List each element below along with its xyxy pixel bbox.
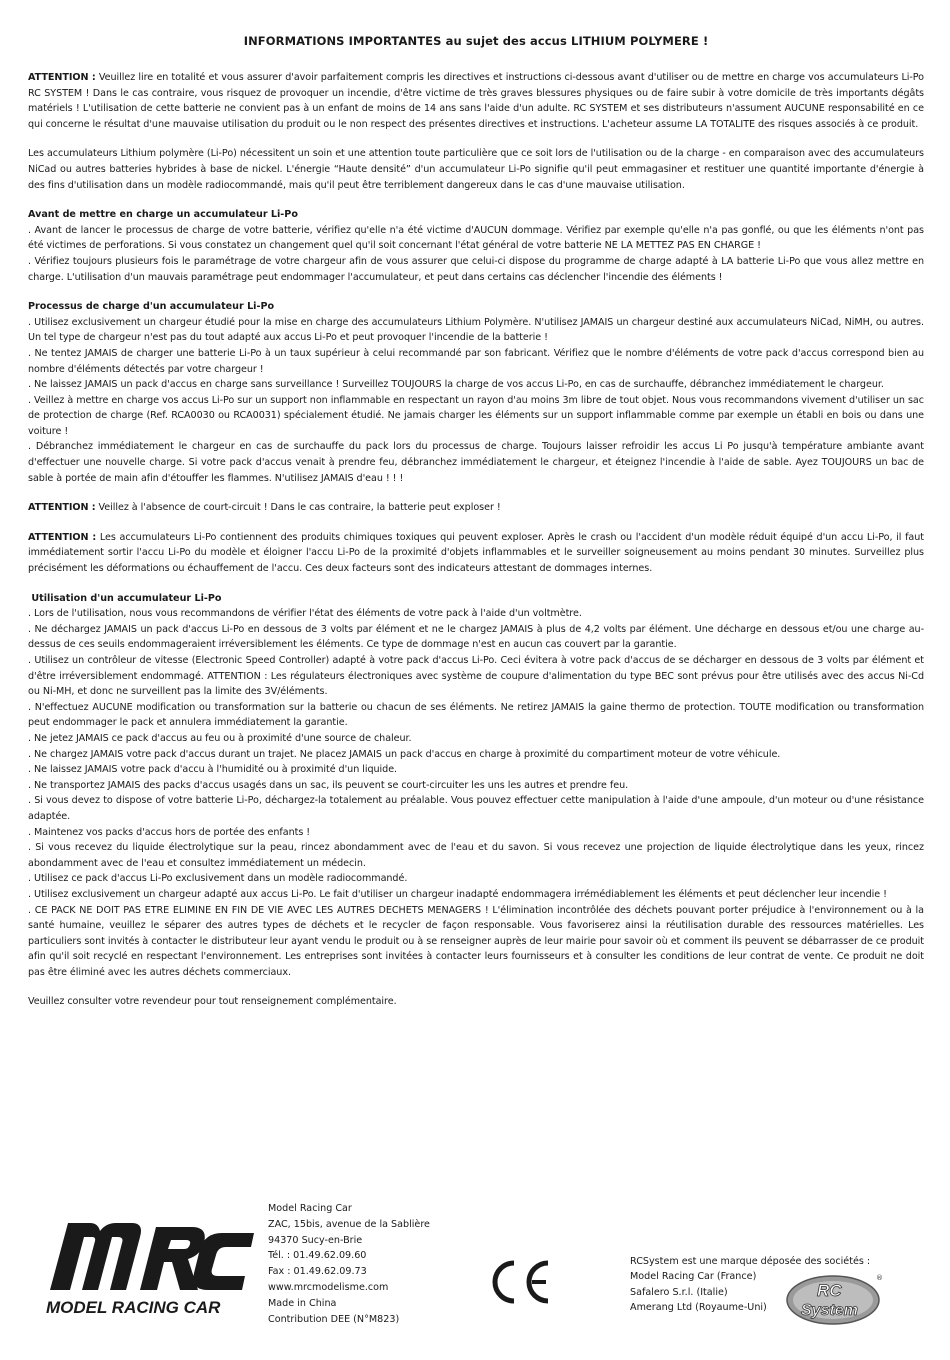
document-page bbox=[28, 34, 924, 1024]
section-usage-heading: Utilisation d'un accumulateur Li-Po bbox=[28, 592, 222, 604]
attention-text: Les accumulateurs Li-Po contiennent des produits chimiques toxiques qui peuvent exploser. Après le crash ou l'accident d'un modèle réduit équipé d'un accu Li-Po, il faut immédiatement sortir l'accu Li-Po du modèle et éloigner l'accu Li-Po de la proximité d'objets inflammables et le surveiller soigneusement au moins pendant 30 minutes. Surveillez plus précisément les déformations ou échauffement de l'accu. Ces deux facteurs sont des indicateurs attestant de dommages internes. bbox=[28, 531, 924, 575]
section-before-charge bbox=[28, 207, 924, 285]
list-item: . Ne chargez JAMAIS votre pack d'accus durant un trajet. Ne placez JAMAIS un pack d'accus en charge à proximité du compartiment moteur de votre véhicule. bbox=[28, 748, 781, 760]
attention-label: ATTENTION : bbox=[28, 531, 97, 543]
attention-short-circuit bbox=[28, 500, 924, 516]
address-line: Fax : 01.49.62.09.73 bbox=[268, 1266, 367, 1278]
address-line: Made in China bbox=[268, 1297, 337, 1309]
section-charge-heading: Processus de charge d'un accumulateur Li-Po bbox=[28, 301, 275, 313]
list-item: . Veillez à mettre en charge vos accus Li-Po sur un support non inflammable en respectant un rayon d'au moins 3m libre de tout objet. Nous vous recommandons vivement d'utiliser un sac de protection de charge (Ref. RCA0030 ou RCA0031) spécialement étudié. Ne jamais charger les éléments sur un support inflammable comme par exemple un établi en bois ou dans une voiture ! bbox=[28, 394, 924, 437]
list-item: . Ne transportez JAMAIS des packs d'accus usagés dans un sac, ils peuvent se court-circuiter les uns les autres et prendre feu. bbox=[28, 779, 629, 791]
trademark-line: Model Racing Car (France) bbox=[630, 1271, 757, 1283]
trademark-line: RCSystem est une marque déposée des sociétés : bbox=[630, 1256, 871, 1267]
list-item: . Ne déchargez JAMAIS un pack d'accus Li-Po en dessous de 3 volts par élément et ne le chargez JAMAIS à plus de 4,2 volts par élément. Une décharge en dessous et/ou une charge au-dessus de ces seuils endommageraient irréversiblement les éléments. Ce type de dommage n'est en aucun cas couvert par la garantie. bbox=[28, 623, 924, 651]
address-line: ZAC, 15bis, avenue de la Sablière bbox=[268, 1218, 430, 1230]
list-item: . Vérifiez toujours plusieurs fois le paramétrage de votre chargeur afin de vous assurer que celui-ci dispose du programme de charge adapté à LA batterie Li-Po que vous allez mettre en charge. L'utilisation d'un mauvais paramétrage peut endommager l'accumulateur, et peut dans certains cas déclencher l'incendie des éléments ! bbox=[28, 255, 924, 283]
list-item: . Ne laissez JAMAIS votre pack d'accu à l'humidité ou à proximité d'un liquide. bbox=[28, 764, 398, 776]
trademark-line: Safalero S.r.l. (Italie) bbox=[630, 1286, 728, 1298]
intro-text: Veuillez lire en totalité et vous assurer d'avoir parfaitement compris les directives et instructions ci-dessous avant d'utiliser ou de mettre en charge vos accumulateurs Li-Po RC SYSTEM ! Dans le cas contraire, vous risquez de provoquer un incendie, d'être victime de très graves blessures physiques ou de faire subir à votre domicile de très importants dégâts matériels ! L'utilisation de cette batterie ne convient pas à un enfant de moins de 14 ans sans l'aide d'un adulte. RC SYSTEM et ses distributeurs n'assument AUCUNE responsabilité en ce qui concerne le résultat d'une mauvaise utilisation du produit ou le non respect des présentes directives et instructions. L'acheteur assume LA TOTALITE des risques associés à ce produit. bbox=[28, 72, 924, 130]
list-item: . Si vous devez to dispose of votre batterie Li-Po, déchargez-la totalement au préalable. Vous pouvez effectuer cette manipulation à l'aide d'une ampoule, d'un moteur ou d'une résistance adaptée. bbox=[28, 795, 924, 822]
list-item: . Utilisez exclusivement un chargeur adapté aux accus Li-Po. Le fait d'utiliser un chargeur inadapté endommagera irrémédiablement les éléments et peut déclencher leur incendie ! bbox=[28, 888, 887, 900]
trademark-line: Amerang Ltd (Royaume-Uni) bbox=[630, 1302, 767, 1314]
list-item: . Si vous recevez du liquide électrolytique sur la peau, rincez abondamment avec de l'eau et du savon. Si vous recevez une projection de liquide électrolytique dans les yeux, rincez abondamment avec de l'eau et consultez immédiatement un médecin. bbox=[28, 842, 924, 869]
intro-attention-label: ATTENTION : bbox=[28, 72, 96, 83]
address-line: Model Racing Car bbox=[268, 1203, 352, 1214]
address-line: Contribution DEE (N°M823) bbox=[268, 1313, 400, 1325]
closing-note: Veuillez consulter votre revendeur pour tout renseignement complémentaire. bbox=[28, 996, 397, 1008]
document-title: INFORMATIONS IMPORTANTES au sujet des accus LITHIUM POLYMERE ! bbox=[243, 34, 709, 48]
section-usage bbox=[28, 591, 924, 981]
registered-mark: ® bbox=[876, 1274, 883, 1282]
list-item: . Maintenez vos packs d'accus hors de portée des enfants ! bbox=[28, 826, 311, 838]
website-link[interactable]: www.mrcmodelisme.com bbox=[268, 1281, 389, 1293]
rc-logo-bottom: System bbox=[801, 1302, 858, 1319]
attention-toxic bbox=[28, 530, 924, 577]
rc-logo-top: RC bbox=[817, 1281, 842, 1300]
company-address bbox=[268, 1201, 430, 1327]
list-item: . Ne laissez JAMAIS un pack d'accus en charge sans surveillance ! Surveillez TOUJOURS la charge de vos accus Li-Po, en cas de surchauffe, débranchez immédiatement le chargeur. bbox=[28, 379, 884, 391]
list-item: . Débranchez immédiatement le chargeur en cas de surchauffe du pack lors du processus de charge. Toujours laisser refroidir les accus Li Po jusqu'à température ambiante avant d'effectuer une nouvelle charge. Si votre pack d'accus venait à prendre feu, débranchez immédiatement le chargeur, et éteignez l'incendie à l'aide de sable. Ayez TOUJOURS un bac de sable à portée de main afin d'étouffer les flammes. N'utilisez JAMAIS d'eau ! ! ! bbox=[28, 441, 924, 484]
list-item: . Utilisez exclusivement un chargeur étudié pour la mise en charge des accumulateurs Lithium Polymère. N'utilisez JAMAIS un chargeur destiné aux accumulateurs NiCad, NiMH, ou autres. Un tel type de chargeur n'est pas du tout adapté aux accus Li-Po et peut provoquer l'incendie de la batterie ! bbox=[28, 316, 924, 344]
section-before-charge-heading: Avant de mettre en charge un accumulateur Li-Po bbox=[28, 209, 298, 221]
intro-paragraph bbox=[28, 70, 924, 132]
list-item: . Avant de lancer le processus de charge de votre batterie, vérifiez qu'elle n'a été victime d'AUCUN dommage. Vérifiez par exemple qu'elle n'a pas gonflé, ou que les éléments n'ont pas été victimes de perforations. Si vous constatez un changement quel qu'il soit concernant l'état général de votre batterie NE LA METTEZ PAS EN CHARGE ! bbox=[28, 224, 924, 252]
list-item: . Lors de l'utilisation, nous vous recommandons de vérifier l'état des éléments de votre pack à l'aide d'un voltmètre. bbox=[28, 608, 582, 620]
address-line: 94370 Sucy-en-Brie bbox=[268, 1234, 363, 1246]
address-line: Tél. : 01.49.62.09.60 bbox=[268, 1250, 367, 1262]
lipo-overview-paragraph: Les accumulateurs Lithium polymère (Li-Po) nécessitent un soin et une attention toute particulière que ce soit lors de l'utilisation ou de la charge - en comparaison avec des accumulateurs NiCad ou autres batteries hybrides à base de nickel. L'énergie “Haute densité” d'un accumulateur Li-Po signifie qu'il peut emmagasiner et restituer une quantité importante d'énergie à des fins d'utilisation dans un modèle radiocommandé, mais qu'il peut être terriblement dangereux dans le cas d'une mauvaise utilisation. bbox=[28, 148, 924, 191]
ce-mark-icon bbox=[488, 1259, 558, 1305]
logo-caption: MODEL RACING CAR bbox=[46, 1298, 221, 1317]
section-charge bbox=[28, 299, 924, 486]
mrc-logo bbox=[40, 1205, 260, 1320]
list-item: . CE PACK NE DOIT PAS ETRE ELIMINE EN FIN DE VIE AVEC LES AUTRES DECHETS MENAGERS ! L'élimination incontrôlée des déchets pouvant porter préjudice à l'environnement ou à la santé humaine, veuillez le séparer des autres types de déchets et le recycler de façon responsable. Vous favoriserez ainsi la réutilisation durable des ressources matérielles. Les particuliers sont invités à contacter le distributeur leur ayant vendu le produit ou à se renseigner auprès de leur mairie pour savoir où et comment ils peuvent se débarrasser de ce produit afin qu'il soit recyclé en respectant l'environnement. Les entreprises sont invitées à contacter leurs fournisseurs et à consulter les conditions de leur contrat de vente. Ce produit ne doit pas être éliminé avec les autres déchets commerciaux. bbox=[28, 904, 924, 978]
list-item: . Utilisez un contrôleur de vitesse (Electronic Speed Controller) adapté à votre pack d'accus Li-Po. Ceci évitera à votre pack d'accus de se décharger en dessous de 3 volts par élément et d'être irréversiblement endommagé. ATTENTION : Les régulateurs électroniques avec système de coupure d'alimentation du type BEC sont prévus pour être utilisés avec des accus Ni-Cd ou Ni-MH, et donc ne surveillent pas la limite des 3V/éléments. bbox=[28, 655, 924, 698]
list-item: . Ne tentez JAMAIS de charger une batterie Li-Po à un taux supérieur à celui recommandé par son fabricant. Vérifiez que le nombre d'éléments de votre pack d'accus correspond bien au nombre d'éléments détectés par votre chargeur ! bbox=[28, 347, 924, 375]
rc-system-logo bbox=[783, 1270, 887, 1328]
list-item: . N'effectuez AUCUNE modification ou transformation sur la batterie ou chacun de ses éléments. Ne retirez JAMAIS la gaine thermo de protection. TOUTE modification ou transformation peut endommager le pack et annulera immédiatement la garantie. bbox=[28, 701, 924, 729]
attention-text: Veillez à l'absence de court-circuit ! Dans le cas contraire, la batterie peut exploser ! bbox=[95, 502, 501, 514]
list-item: . Ne jetez JAMAIS ce pack d'accus au feu ou à proximité d'une source de chaleur. bbox=[28, 732, 412, 744]
attention-label: ATTENTION : bbox=[28, 502, 96, 514]
footer bbox=[0, 1195, 950, 1335]
list-item: . Utilisez ce pack d'accus Li-Po exclusivement dans un modèle radiocommandé. bbox=[28, 873, 408, 885]
